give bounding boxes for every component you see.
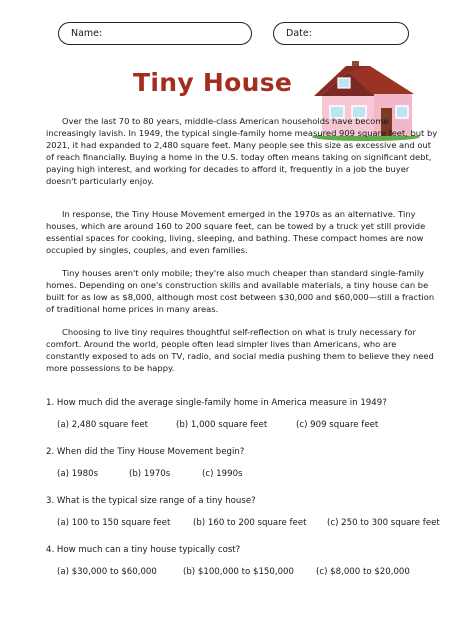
- answer-option[interactable]: (c) 1990s: [202, 469, 243, 479]
- date-field[interactable]: [273, 22, 409, 45]
- paragraph-2: In response, the Tiny House Movement emerged in the 1970s as an alternative. Tiny houses, which are around 160 to 200 square feet, can be towed by a truck yet still provide essential spaces for cooking, living, sleeping, and bathing. These compact homes are now occupied by singles, couples, and even families.: [46, 209, 426, 255]
- date-label: Date:: [286, 28, 312, 39]
- answer-option[interactable]: (c) $8,000 to $20,000: [316, 567, 410, 577]
- answer-option[interactable]: (a) $30,000 to $60,000: [57, 567, 157, 577]
- answer-option[interactable]: (b) 160 to 200 square feet: [193, 518, 307, 528]
- name-label: Name:: [71, 28, 103, 39]
- answer-option[interactable]: (c) 909 square feet: [296, 420, 379, 430]
- question-1: 1. How much did the average single-family home in America measure in 1949?: [46, 398, 387, 408]
- answer-option[interactable]: (a) 100 to 150 square feet: [57, 518, 171, 528]
- worksheet-title: Tiny House: [133, 68, 293, 97]
- paragraph-4: Choosing to live tiny requires thoughtful self-reflection on what is truly necessary for comfort. Around the world, people often lead simpler lives than Americans, who are constantly exposed to ads on TV, radio, and social media pushing them to believe they need more possessions to be happy.: [46, 327, 434, 373]
- answer-option[interactable]: (b) 1,000 square feet: [176, 420, 268, 430]
- paragraph-1: Over the last 70 to 80 years, middle-class American households have become increasingly lavish. In 1949, the typical single-family home measured 909 square feet, but by 2021, it had expanded to 2,480 square feet. Many people see this size as excessive and out of reach financially. Buying a home in the U.S. today often means taking on significant debt, paying high interest, and working for decades to afford it, frequently in a job the buyer doesn't particularly enjoy.: [46, 116, 438, 186]
- question-3: 3. What is the typical size range of a tiny house?: [46, 496, 256, 506]
- answer-option[interactable]: (b) 1970s: [129, 469, 171, 479]
- answer-option[interactable]: (b) $100,000 to $150,000: [183, 567, 294, 577]
- answer-option[interactable]: (c) 250 to 300 square feet: [327, 518, 440, 528]
- answer-option[interactable]: (a) 1980s: [57, 469, 99, 479]
- answer-option[interactable]: (a) 2,480 square feet: [57, 420, 149, 430]
- question-2: 2. When did the Tiny House Movement begin?: [46, 447, 245, 457]
- question-4: 4. How much can a tiny house typically cost?: [46, 545, 241, 555]
- name-field[interactable]: [58, 22, 252, 45]
- paragraph-3: Tiny houses aren't only mobile; they're also much cheaper than standard single-family homes. Depending on one's construction skills and available materials, a tiny house can be built for as low as $8,000, although most cost between $30,000 and $60,000—still a fraction of traditional home prices in many areas.: [46, 268, 435, 314]
